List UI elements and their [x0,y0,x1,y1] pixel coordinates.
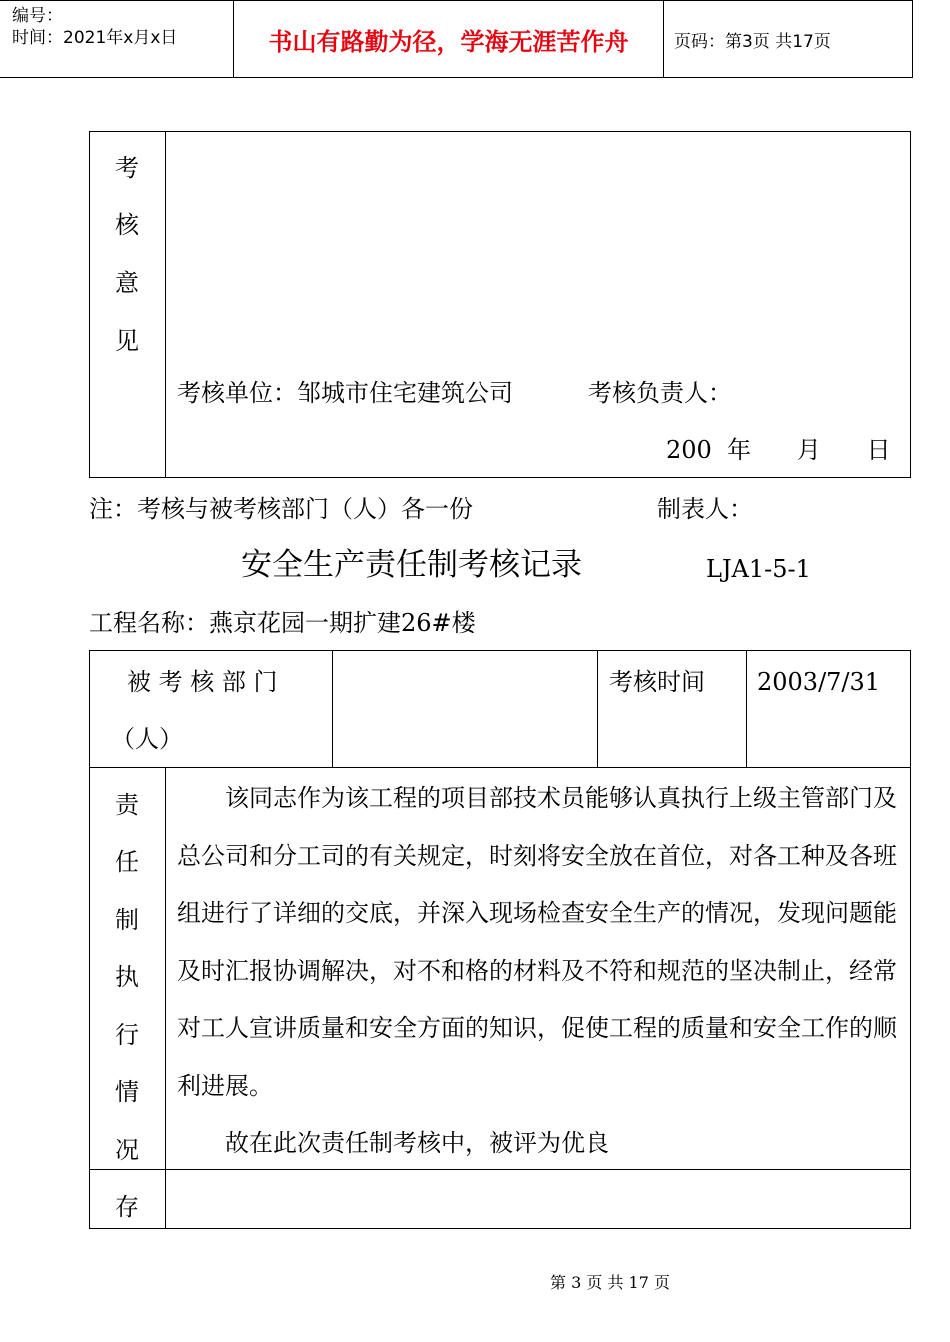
responsibility-paragraph: 该同志作为该工程的项目部技术员能够认真执行上级主管部门及总公司和分工司的有关规定，时刻将安全放在首位，对各工种及各班组进行了详细的交底，并深入现场检查安全生产的情况，发现问题能及时汇报协调解决，对不和格的材料及不符和规范的坚决制止，经常对工人宣讲质量和安全方面的知识，促使工程的质量和安全工作的顺利进展。 [177,784,897,1100]
assessment-unit: 考核单位：邹城市住宅建筑公司 [177,379,513,407]
section-side-char: 情 [115,1078,139,1106]
page-footer: 第 3 页 共 17 页 [550,1273,670,1292]
header-motto: 书山有路勤为径，学海无涯苦作舟 [234,1,664,78]
opinion-table [89,131,911,478]
section-side-char: 责 [115,791,139,819]
responsibility-description [177,770,905,1173]
section-side-char: 任 [115,848,139,876]
opinion-side-char: 考 [115,154,139,182]
section-side-char: 制 [115,906,139,934]
record-table-col-line [332,650,333,767]
opinion-side-char: 核 [115,211,139,239]
header-page-info: 页码：第3页 共17页 [674,32,831,52]
opinion-side-char: 见 [115,327,139,355]
section-side-char: 行 [115,1021,139,1049]
assessed-dept-label: 被 考 核 部 门 [127,668,278,696]
record-code: LJA1-5-1 [706,555,811,583]
last-row-char: 存 [115,1193,139,1221]
document-number-label: 编号： [12,6,63,26]
opinion-table-divider [165,131,166,478]
assessment-date: 200 年 月 日 [666,436,891,464]
section-side-char: 执 [115,963,139,991]
assessment-time-value: 2003/7/31 [757,668,881,696]
preparer-label: 制表人： [657,495,753,523]
record-table-col-line [746,650,747,767]
assessment-result: 故在此次责任制考核中，被评为优良 [225,1129,609,1157]
assessment-time-label: 考核时间 [609,668,705,696]
header-meta [0,1,234,78]
record-title: 安全生产责任制考核记录 [241,547,582,583]
project-name: 工程名称：燕京花园一期扩建26#楼 [89,609,476,637]
opinion-side-char: 意 [115,269,139,297]
note-text: 注：考核与被考核部门（人）各一份 [89,495,473,523]
section-side-char: 况 [115,1136,139,1164]
assessed-dept-label-suffix: （人） [111,725,183,753]
record-table-col-line [597,650,598,767]
document-time-label: 时间：2021年x月x日 [12,28,178,48]
record-table-col-line [165,767,166,1229]
record-table-row-line [89,767,911,768]
page-header [0,0,913,78]
assessment-leader-label: 考核负责人： [588,379,732,407]
